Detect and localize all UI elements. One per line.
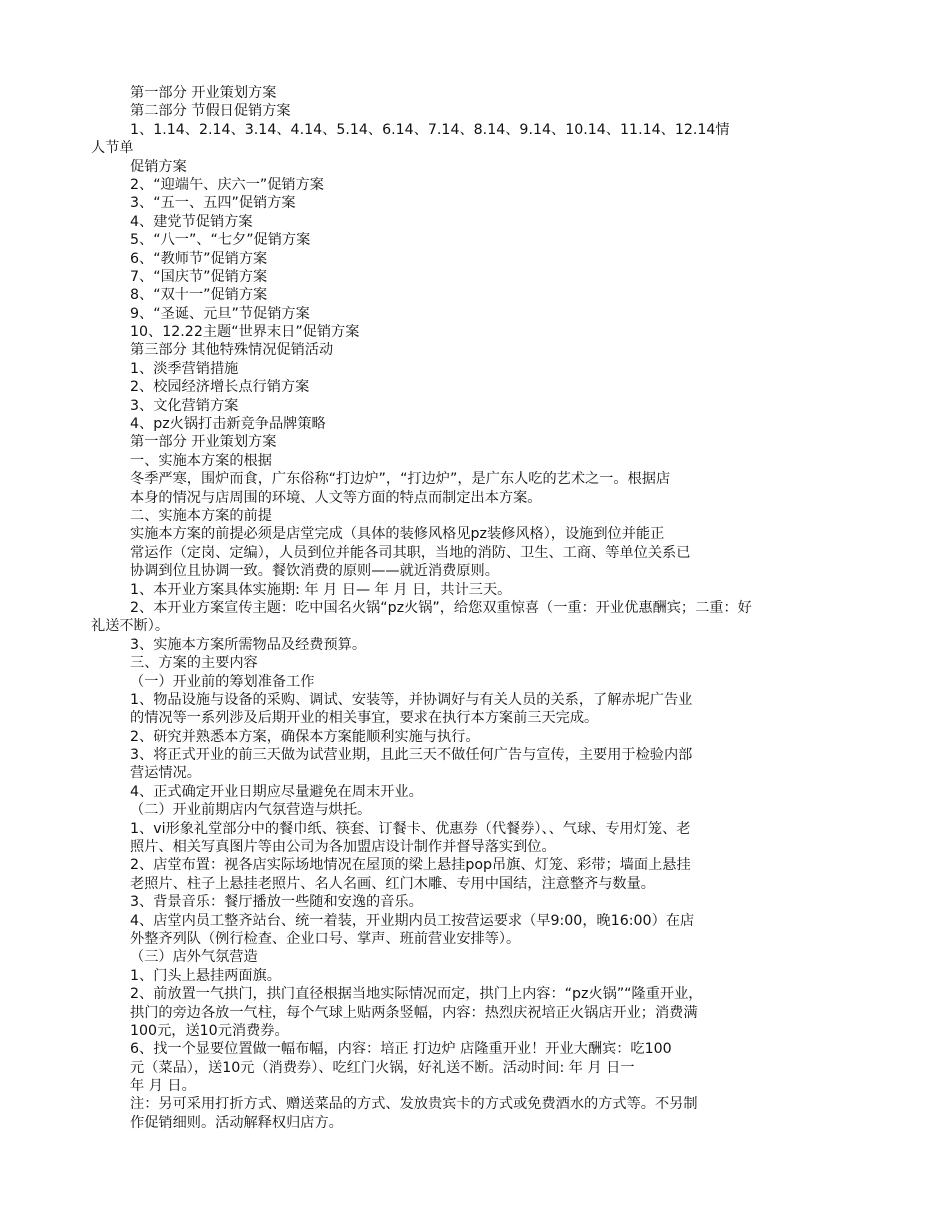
text-line: 1、淡季营销措施 bbox=[130, 360, 239, 377]
text-line: 100元，送10元消费券。 bbox=[130, 1022, 289, 1039]
text-line: 2、前放置一气拱门，拱门直径根据当地实际情况而定，拱门上内容：“pz火锅”“隆重开业， bbox=[130, 986, 703, 1003]
text-line: 本身的情况与店周围的环境、人文等方面的特点而制定出本方案。 bbox=[130, 489, 542, 506]
text-line: 1、本开业方案具体实施期: 年 月 日— 年 月 日，共计三天。 bbox=[130, 581, 512, 598]
text-line: 实施本方案的前提必须是店堂完成（具体的装修风格见pz装修风格），设施到位并能正 bbox=[130, 526, 665, 543]
text-line: 3、背景音乐：餐厅播放一些随和安逸的音乐。 bbox=[130, 894, 423, 911]
text-line: 人节单 bbox=[91, 140, 134, 157]
text-line: 8、“双十一”促销方案 bbox=[130, 287, 268, 304]
text-line: 年 月 日。 bbox=[130, 1078, 196, 1095]
text-line: 9、“圣诞、元旦”节促销方案 bbox=[130, 305, 310, 322]
text-line: 注：另可采用打折方式、赠送菜品的方式、发放贵宾卡的方式或免费酒水的方式等。不另制 bbox=[130, 1096, 698, 1113]
text-line: 老照片、柱子上悬挂老照片、名人名画、红门木雕、专用中国结，注意整齐与数量。 bbox=[130, 875, 655, 892]
text-line: 照片、相关写真图片等由公司为各加盟店设计制作并督导落实到位。 bbox=[130, 839, 556, 856]
text-line: 2、本开业方案宣传主题：吃中国名火锅“pz火锅”，给您双重惊喜（一重：开业优惠酬宾；二重：好 bbox=[130, 599, 752, 616]
text-line: 冬季严寒，围炉而食，广东俗称“打边炉”，“打边炉”，是广东人吃的艺术之一。根据店 bbox=[130, 471, 671, 488]
text-line: 营运情况。 bbox=[130, 765, 201, 782]
text-line: 促销方案 bbox=[130, 158, 187, 175]
text-line: 6、“教师节”促销方案 bbox=[130, 250, 268, 267]
text-line: 6、找一个显要位置做一幅布幅，内容：培正 打边炉 店隆重开业！开业大酬宾：吃100 bbox=[130, 1041, 672, 1058]
text-line: 7、“国庆节”促销方案 bbox=[130, 268, 268, 285]
text-line: 3、实施本方案所需物品及经费预算。 bbox=[130, 636, 367, 653]
text-line: 3、文化营销方案 bbox=[130, 397, 239, 414]
text-line: 协调到位且协调一致。餐饮消费的原则——就近消费原则。 bbox=[130, 563, 499, 580]
text-line: 3、“五一、五四”促销方案 bbox=[130, 195, 296, 212]
text-line: 第一部分 开业策划方案 bbox=[130, 85, 277, 101]
text-line: 2、校园经济增长点行销方案 bbox=[130, 379, 310, 396]
text-line: 三、方案的主要内容 bbox=[130, 655, 258, 672]
text-line: 1、vi形象礼堂部分中的餐巾纸、筷套、订餐卡、优惠券（代餐券）、、气球、专用灯笼、老 bbox=[130, 820, 691, 837]
text-line: （一）开业前的筹划准备工作 bbox=[130, 673, 315, 690]
text-line: 4、pz火锅打击新竞争品牌策略 bbox=[130, 416, 326, 433]
text-line: 1、门头上悬挂两面旗。 bbox=[130, 967, 281, 984]
text-line: 一、实施本方案的根据 bbox=[130, 452, 272, 469]
text-line: 3、将正式开业的前三天做为试营业期，且此三天不做任何广告与宣传，主要用于检验内部 bbox=[130, 747, 693, 764]
text-line: 拱门的旁边各放一气柱，每个气球上贴两条竖幅，内容：热烈庆祝培正火锅店开业；消费满 bbox=[130, 1004, 698, 1021]
text-line: 第二部分 节假日促销方案 bbox=[130, 103, 291, 120]
text-line: 1、1.14、2.14、3.14、4.14、5.14、6.14、7.14、8.14、9.14、10.14、11.14、12.14情 bbox=[130, 121, 730, 138]
text-line: 第三部分 其他特殊情况促销活动 bbox=[130, 342, 334, 359]
text-line: （三）店外气氛营造 bbox=[130, 949, 258, 966]
text-line: 4、正式确定开业日期应尽量避免在周末开业。 bbox=[130, 783, 423, 800]
text-line: 元（菜品），送10元（消费券）、吃红门火锅，好礼送不断。活动时间: 年 月 日一 bbox=[130, 1059, 635, 1076]
document-page bbox=[0, 84, 950, 1132]
text-line: 2、“迎端午、庆六一”促销方案 bbox=[130, 176, 324, 193]
text-line: 常运作（定岗、定编），人员到位并能各司其职，当地的消防、卫生、工商、等单位关系已 bbox=[130, 544, 691, 561]
text-line: 的情况等一系列涉及后期开业的相关事宜，要求在执行本方案前三天完成。 bbox=[130, 710, 599, 727]
text-line: 10、12.22主题“世界末日”促销方案 bbox=[130, 324, 360, 341]
text-line: 2、研究并熟悉本方案，确保本方案能顺利实施与执行。 bbox=[130, 728, 480, 745]
text-line: 第一部分 开业策划方案 bbox=[130, 434, 277, 451]
text-line: 二、实施本方案的前提 bbox=[130, 507, 272, 524]
text-line: 1、物品设施与设备的采购、调试、安装等，并协调好与有关人员的关系，了解赤坭广告业 bbox=[130, 691, 693, 708]
text-line: 外整齐列队（例行检查、企业口号、掌声、班前营业安排等）。 bbox=[130, 930, 521, 947]
text-line: 作促销细则。活动解释权归店方。 bbox=[130, 1114, 343, 1131]
text-line: 礼送不断）。 bbox=[91, 618, 170, 635]
text-line: 2、店堂布置：视各店实际场地情况在屋顶的梁上悬挂pop吊旗、灯笼、彩带；墙面上悬挂 bbox=[130, 857, 691, 874]
text-line: （二）开业前期店内气氛营造与烘托。 bbox=[130, 802, 372, 819]
text-line: 4、店堂内员工整齐站台、统一着装，开业期内员工按营运要求（早9:00，晚16:00）在店 bbox=[130, 912, 695, 929]
text-line: 4、建党节促销方案 bbox=[130, 213, 253, 230]
text-line: 5、“八一”、“七夕”促销方案 bbox=[130, 232, 311, 249]
